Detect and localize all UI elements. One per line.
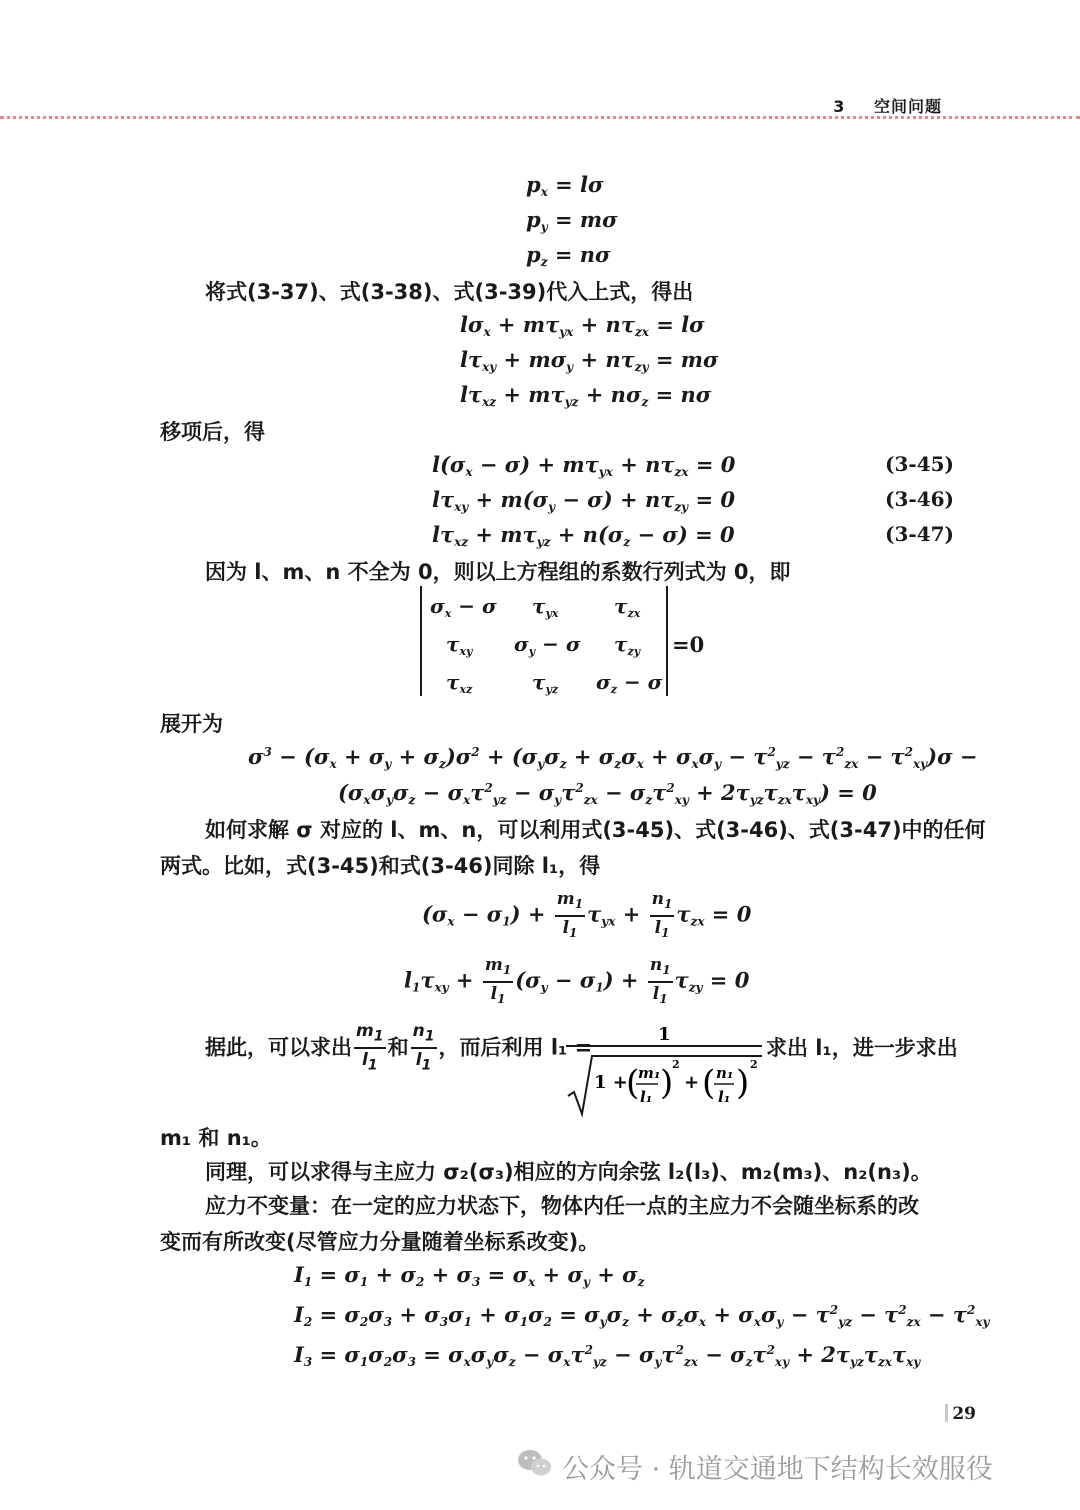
svg-text:n₁: n₁ [716,1064,734,1082]
paragraph-invariant-1: 应力不变量：在一定的应力状态下，物体内任一点的主应力不会随坐标系的改 [205,1194,919,1218]
page-number-bar [945,1404,948,1422]
svg-text:1: 1 [658,1024,671,1045]
paragraph-invariant-2: 变而有所改变(尽管应力分量随着坐标系改变)。 [160,1230,600,1254]
determinant: $\sigma_x - \sigma$ $\tau_{yx}$ $\tau_{zx}$ $\tau_{xy}$ $\sigma_y - \sigma$ $\tau_{zy}$ $\tau_{xz}$ $\tau_{yz}$ $\sigma_z - \sigma$ [420,586,668,696]
svg-text:l₁: l₁ [718,1088,731,1106]
equation-sub-1: $l\sigma_x + m\tau_{yx} + n\tau_{zx} = l\sigma$ [460,312,705,339]
equation-pz: $p_z = n\sigma$ [526,242,611,269]
equation-number: (3-47) [885,522,954,546]
svg-text:+: + [684,1072,700,1093]
equation-ratio-1: $(\sigma_x - \sigma_1)$ + $\frac{m_1}{l_1}$ $\tau_{yx}$ + $\frac{n_1}{l_1}$ $\tau_{zx} = 0$ [422,889,752,940]
paragraph-solve-2: 两式。比如，式(3-45)和式(3-46)同除 l₁，得 [160,854,601,878]
page-number: 29 [952,1404,976,1424]
svg-text:): ) [736,1063,750,1103]
paragraph-hence-tail: 求出 l₁，进一步求出 [766,1036,958,1060]
equation-sub-3: $l\tau_{xz} + m\tau_{yz} + n\sigma_z = n\sigma$ [460,382,712,409]
svg-text:m₁: m₁ [638,1064,661,1082]
equation-3-47: $l\tau_{xz} + m\tau_{yz} + n(\sigma_z - \sigma) = 0$ [432,522,735,549]
svg-text:1 +: 1 + [594,1072,628,1093]
equation-cubic-line1: $\sigma^3 - (\sigma_x + \sigma_y + \sigma_z)\sigma^2 + (\sigma_y\sigma_z + \sigma_z\sigma_x + \sigma_x\sigma_y - \tau^2_{yz} - \tau^2_{zx} - \tau^2_{xy})\sigma$ − [248,744,978,771]
equation-sub-2: $l\tau_{xy} + m\sigma_y + n\tau_{zy} = m\sigma$ [460,347,719,374]
paragraph-solve-1: 如何求解 σ 对应的 l、m、n，可以利用式(3-45)、式(3-46)、式(3-47)中的任何 [205,818,986,842]
equation-I3: $I_3 = \sigma_1\sigma_2\sigma_3 = \sigma_x\sigma_y\sigma_z - \sigma_x\tau^2_{yz} - \sigma_y\tau^2_{zx} - \sigma_z\tau^2_{xy} + 2\tau_{yz}\tau_{zx}\tau_{xy}$ [294,1342,921,1369]
chapter-title: 空间问题 [873,97,942,116]
paragraph-m1-n1: m₁ 和 n₁。 [160,1126,272,1150]
svg-text:l₁: l₁ [640,1088,653,1106]
radical-fraction [566,1022,766,1118]
paragraph-rearrange: 移项后，得 [160,420,265,444]
svg-text:(: ( [626,1063,640,1103]
paragraph-determinant: 因为 l、m、n 不全为 0，则以上方程组的系数行列式为 0，即 [205,560,791,584]
hence-then: ，而后利用 l₁ = [438,1035,593,1060]
svg-text:): ) [660,1063,674,1103]
svg-text:2: 2 [672,1058,680,1071]
running-header [833,94,942,117]
svg-text:2: 2 [750,1058,758,1071]
header-divider [0,116,1080,119]
equation-cubic-line2: $(\sigma_x\sigma_y\sigma_z - \sigma_x\tau^2_{yz} - \sigma_y\tau^2_{zx} - \sigma_z\tau^2_{xy} + 2\tau_{yz}\tau_{zx}\tau_{xy}) = 0$ [338,780,877,807]
equation-px: $p_x = l\sigma$ [526,172,604,199]
equation-3-46: $l\tau_{xy} + m(\sigma_y - \sigma) + n\tau_{zy} = 0$ [432,487,735,514]
paragraph-similarly: 同理，可以求得与主应力 σ₂(σ₃)相应的方向余弦 l₂(l₃)、m₂(m₃)、n₂(n₃)。 [205,1160,932,1184]
paragraph-expand: 展开为 [160,712,223,736]
equation-I1: $I_1 = \sigma_1 + \sigma_2 + \sigma_3 = \sigma_x + \sigma_y + \sigma_z$ [294,1262,645,1289]
equation-ratio-2: $l_1\tau_{xy}$ + $\frac{m_1}{l_1}$ $(\sigma_y - \sigma_1)$ + $\frac{n_1}{l_1}$ $\tau_{zy} = 0$ [404,955,750,1006]
svg-text:(: ( [702,1063,716,1103]
equation-number: (3-45) [885,452,954,476]
wechat-icon [516,1448,554,1478]
chapter-number: 3 [833,97,846,116]
equation-number: (3-46) [885,487,954,511]
equation-3-45: $l(\sigma_x - \sigma) + m\tau_{yx} + n\tau_{zx} = 0$ [432,452,736,479]
hence-and: 和 [387,1035,409,1060]
determinant-equals-zero: =0 [672,632,705,657]
equation-I2: $I_2 = \sigma_2\sigma_3 + \sigma_3\sigma_1 + \sigma_1\sigma_2 = \sigma_y\sigma_z + \sigma_z\sigma_x + \sigma_x\sigma_y - \tau^2_{yz} - \tau^2_{zx} - \tau^2_{xy}$ [294,1302,990,1329]
watermark: 公众号 · 轨道交通地下结构长效服役 [562,1454,993,1485]
paragraph-substitute: 将式(3-37)、式(3-38)、式(3-39)代入上式，得出 [205,280,694,304]
hence-prefix: 据此，可以求出 [205,1035,352,1060]
paragraph-hence: 据此，可以求出 $\frac{m_1}{l_1}$ 和 $\frac{n_1}{l_1}$ ，而后利用 l₁ = [205,1021,593,1074]
equation-py: $p_y = m\sigma$ [526,207,618,234]
